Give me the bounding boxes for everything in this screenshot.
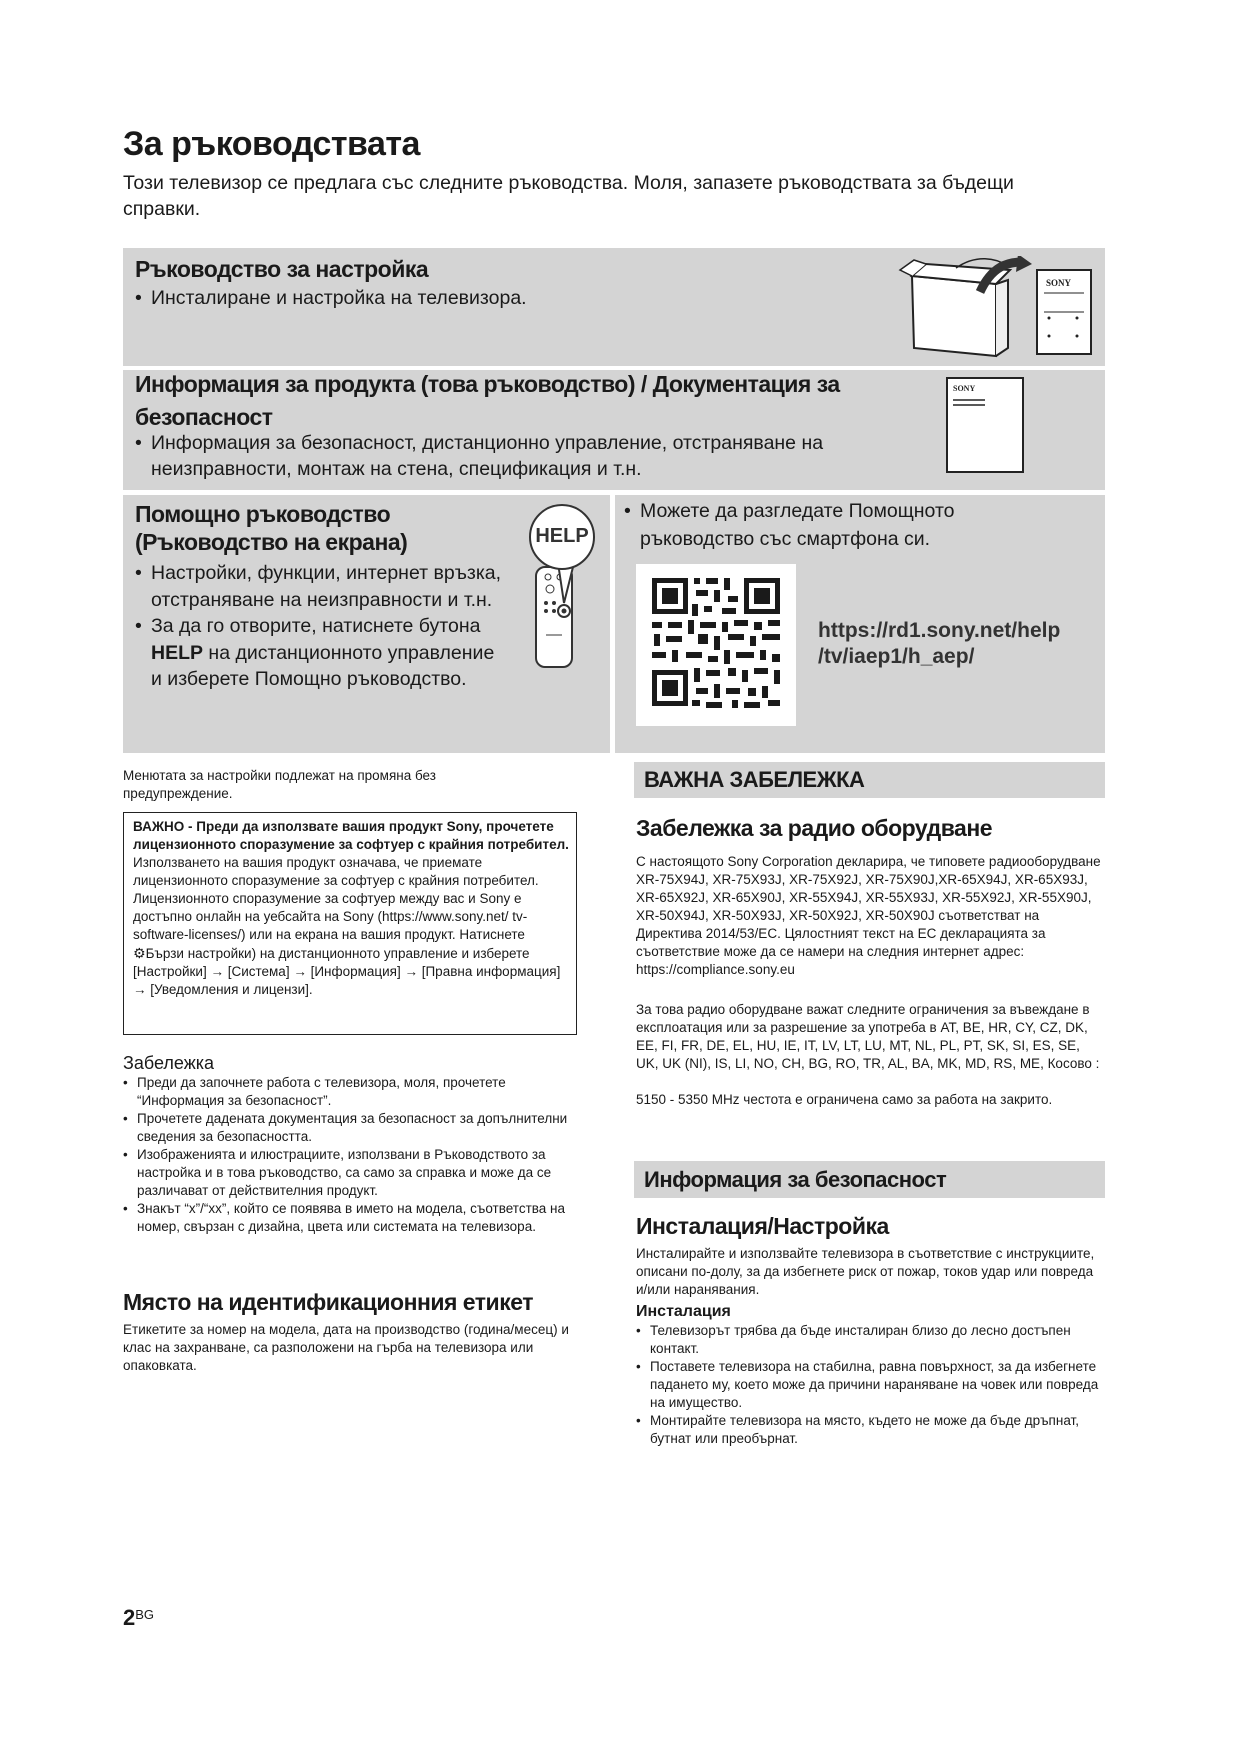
smartphone-bullet: • Можете да разгледате Помощното ръководство със смартфона си. [624, 497, 1024, 553]
safety-banner-text: Информация за безопасност [644, 1167, 947, 1192]
setup-booklet-brand: SONY [1046, 278, 1072, 288]
setup-guide-heading: Ръководство за настройка [135, 256, 429, 282]
quick-settings-icon: ⚙ [133, 945, 146, 961]
install-item: • Монтирайте телевизора на място, където не може да бъде дръпнат, бутнат или преобърнат. [636, 1412, 1104, 1448]
license-text-2: Бързи настройки) на дистанционното управление и изберете [Настройки] → [Система] → [Информация] → [Правна информация] → [Уведомления и лицензи]. [133, 946, 561, 997]
help-bullet2-post: на дистанционното управление и изберете Помощно ръководство. [151, 641, 495, 690]
page-number-suffix: BG [135, 1607, 155, 1622]
frequency-text: 5150 - 5350 MHz честота е ограничена само за работа на закрито. [636, 1092, 1053, 1107]
page-number [123, 1605, 154, 1631]
help-guide-heading-1: Помощно ръководство [135, 501, 391, 527]
help-guide-bullet-2 [135, 613, 505, 693]
help-guide-bullet-1: • Настройки, функции, интернет връзка, отстраняване на неизправности и т.н. [135, 560, 505, 613]
note-item: • Знакът “x”/“xx”, който се появява в името на модела, съответства на номер, свързан с дизайна, цвета или системата на телевизора. [123, 1200, 581, 1236]
install-setup-text: Инсталирайте и използвайте телевизора в съответствие с инструкциите, описани по-долу, за да избегнете риск от пожар, токов удар или повреда и/или наранявания. [636, 1246, 1095, 1297]
restriction-text: За това радио оборудване важат следните ограничения за въвеждане в експлоатация или за разрешение за употреба в AT, BE, HR, CY, CZ, DK, EE, FI, FR, DE, EL, HU, IE, IT, LV, LT, LU, MT, NL, PL, PT, SK, SI, ES, SE, UK, UK (NI), IS, LI, NO, CH, BG, RO, TR, AL, BA, MK, MD, RS, ME, Косово : [636, 1002, 1100, 1071]
help-url-line-2: /tv/iaep1/h_aep/ [818, 645, 975, 668]
radio-heading: Забележка за радио оборудване [636, 815, 993, 841]
install-setup-heading: Инсталация/Настройка [636, 1213, 889, 1239]
booklet-icon [945, 376, 1027, 476]
note-item: • Преди да започнете работа с телевизора, моля, прочетете “Информация за безопасност”. [123, 1074, 581, 1110]
page-number-value: 2 [123, 1605, 136, 1630]
license-text [133, 818, 573, 999]
note-item: • Изображенията и илюстрациите, използвани в Ръководството за настройка и в това ръководство, са само за справка и може да се различават от действителния продукт. [123, 1146, 581, 1200]
license-bold: ВАЖНО - Преди да използвате вашия продукт Sony, прочетете лицензионното споразумение за софтуер с крайния потребител. [133, 819, 569, 852]
setup-guide-bullet: • Инсталиране и настройка на телевизора. [135, 285, 835, 311]
help-key-name: HELP [151, 641, 204, 664]
id-label-text: Етикетите за номер на модела, дата на производство (година/месец) и клас на захранване, са разположени на гърба на телевизора или опаковката. [123, 1322, 569, 1373]
tv-box-icon [896, 256, 1096, 361]
product-booklet-brand: SONY [953, 384, 976, 393]
page-title: За ръководствата [123, 125, 420, 163]
help-bullet2-pre: За да го отворите, натиснете бутона [151, 615, 481, 637]
product-info-heading-1: Информация за продукта (това ръководство) / Документация за [135, 371, 840, 397]
install-item: • Телевизорът трябва да бъде инсталиран близо до лесно достъпен контакт. [636, 1322, 1104, 1358]
product-info-heading-2: безопасност [135, 404, 273, 430]
important-banner-text: ВАЖНА ЗАБЕЛЕЖКА [644, 767, 865, 792]
help-guide-list [135, 560, 505, 693]
help-badge: HELP [535, 525, 589, 547]
setup-guide-list [135, 285, 835, 311]
license-text-1: Използването на вашия продукт означава, че приемате лицензионното споразумение за софтуер с крайния потребител. Лицензионното споразумение за софтуер между вас и Sony е достъпно онлайн на уебсайта на Sony (https://www.sony.net/ tv-software-licenses/) или на екрана на вашия продукт. Натиснете [133, 855, 539, 942]
help-guide-heading-2: (Ръководство на екрана) [135, 529, 408, 555]
install-list [636, 1322, 1104, 1448]
intro-text: Този телевизор се предлага със следните ръководства. Моля, запазете ръководствата за бъдещи справки. [123, 172, 1014, 220]
product-info-list [135, 430, 895, 482]
install-item: • Поставете телевизора на стабилна, равна повърхност, за да избегнете падането му, което може да причини нараняване на човек или повреда на имущество. [636, 1358, 1104, 1412]
note-list [123, 1074, 581, 1236]
install-subheading: Инсталация [636, 1303, 731, 1320]
note-heading: Забележка [123, 1053, 215, 1073]
qr-code [636, 564, 796, 726]
menu-change-note: Менютата за настройки подлежат на промяна без предупреждение. [123, 768, 436, 801]
smartphone-list [624, 497, 1024, 553]
id-label-heading: Място на идентификационния етикет [123, 1289, 533, 1315]
note-item: • Прочетете дадената документация за безопасност за допълнителни сведения за безопасността. [123, 1110, 581, 1146]
help-url-line-1: https://rd1.sony.net/help [818, 619, 1061, 642]
product-info-bullet: • Информация за безопасност, дистанционно управление, отстраняване на неизправности, монтаж на стена, спецификация и т.н. [135, 430, 895, 482]
radio-text: С настоящото Sony Corporation декларира, че типовете радиооборудване XR-75X94J, XR-75X93J, XR-75X92J, XR-75X90J,XR-65X94J, XR-65X93J, XR-65X92J, XR-65X90J, XR-55X94J, XR-55X93J, XR-55X92J, XR-55X90J, XR-50X94J, XR-50X93J, XR-50X92J, XR-50X90J съответстват на Директива 2014/53/ЕС. Цялостният текст на ЕС декларацията за съответствие може да се намери на следния интернет адрес: https://compliance.sony.eu [636, 854, 1101, 977]
